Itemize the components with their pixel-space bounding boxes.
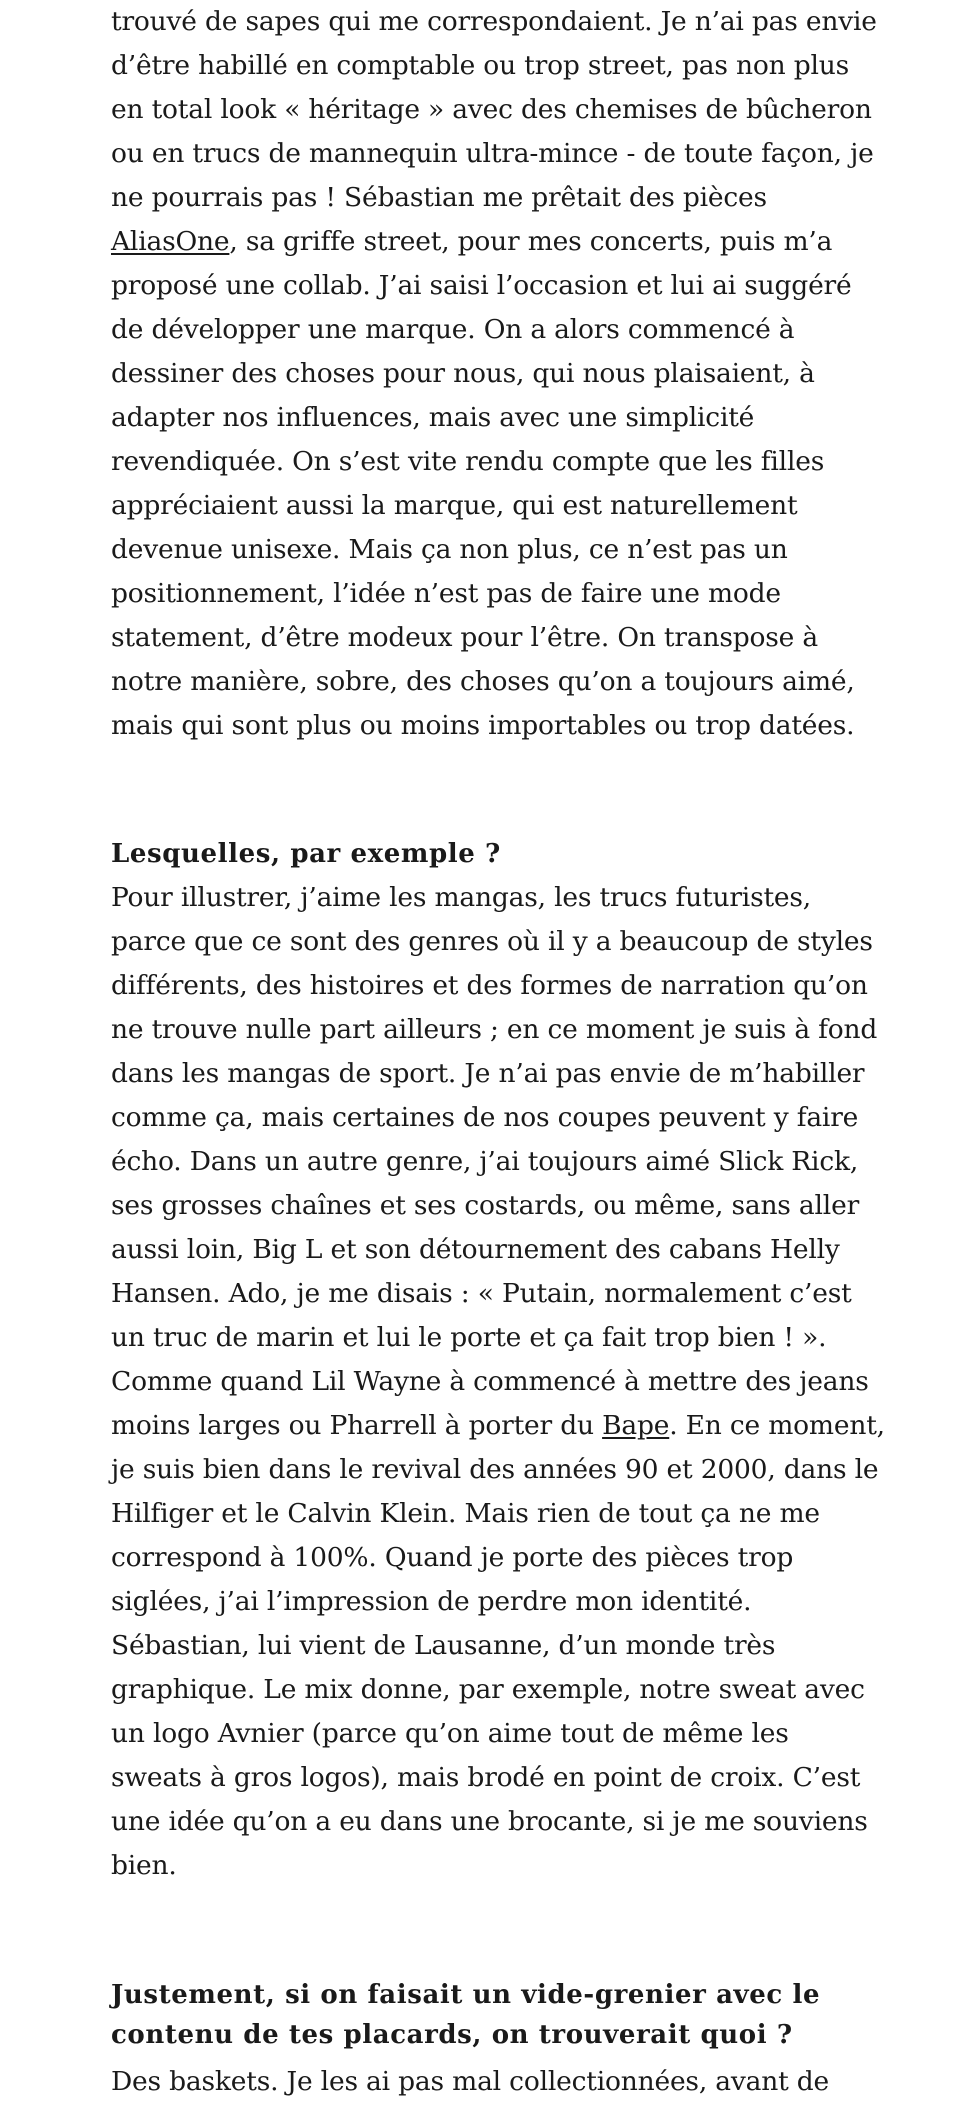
bape-link[interactable]: Bape: [602, 1410, 670, 1441]
paragraph-text: . En ce moment, je suis bien dans le revival des années 90 et 2000, dans le Hilfiger et le Calvin Klein. Mais rien de tout ça ne me correspond à 100%. Quand je porte des pièces trop siglées, j’ai l’impression de perdre mon identité. Sébastian, lui vient de Lausanne, d’un monde très graphique. Le mix donne, par exemple, notre sweat avec un logo Avnier (parce qu’on aime tout de même les sweats à gros logos), mais brodé en point de croix. C’est une idée qu’on a eu dans une brocante, si je me souviens bien.: [111, 1410, 885, 1881]
interview-question: Justement, si on faisait un vide-grenier avec le contenu de tes placards, on trouverait quoi ?: [111, 1980, 821, 2050]
interview-question: Lesquelles, par exemple ?: [111, 839, 501, 869]
paragraph-text: trouvé de sapes qui me correspondaient. Je n’ai pas envie d’être habillé en comptable ou trop street, pas non plus en total look « héritage » avec des chemises de bûcheron ou en trucs de mannequin ultra-mince - de toute façon, je ne pourrais pas ! Sébastian me prêtait des pièces: [111, 6, 877, 213]
article-paragraph: Des baskets. Je les ai pas mal collectionnées, avant de: [111, 2066, 830, 2097]
article-paragraph: [111, 876, 886, 1888]
article-paragraph: [111, 0, 886, 748]
paragraph-text: , sa griffe street, pour mes concerts, puis m’a proposé une collab. J’ai saisi l’occasion et lui ai suggéré de développer une marque. On a alors commencé à dessiner des choses pour nous, qui nous plaisaient, à adapter nos influences, mais avec une simplicité revendiquée. On s’est vite rendu compte que les filles appréciaient aussi la marque, qui est naturellement devenue unisexe. Mais ça non plus, ce n’est pas un positionnement, l’idée n’est pas de faire une mode statement, d’être modeux pour l’être. On transpose à notre manière, sobre, des choses qu’on a toujours aimé, mais qui sont plus ou moins importables ou trop datées.: [111, 226, 855, 741]
aliasone-link[interactable]: AliasOne: [111, 226, 230, 257]
paragraph-text: Pour illustrer, j’aime les mangas, les trucs futuristes, parce que ce sont des genres où il y a beaucoup de styles différents, des histoires et des formes de narration qu’on ne trouve nulle part ailleurs ; en ce moment je suis à fond dans les mangas de sport. Je n’ai pas envie de m’habiller comme ça, mais certaines de nos coupes peuvent y faire écho. Dans un autre genre, j’ai toujours aimé Slick Rick, ses grosses chaînes et ses costards, ou même, sans aller aussi loin, Big L et son détournement des cabans Helly Hansen. Ado, je me disais : « Putain, normalement c’est un truc de marin et lui le porte et ça fait trop bien ! ». Comme quand Lil Wayne à commencé à mettre des jeans moins larges ou Pharrell à porter du: [111, 882, 878, 1441]
